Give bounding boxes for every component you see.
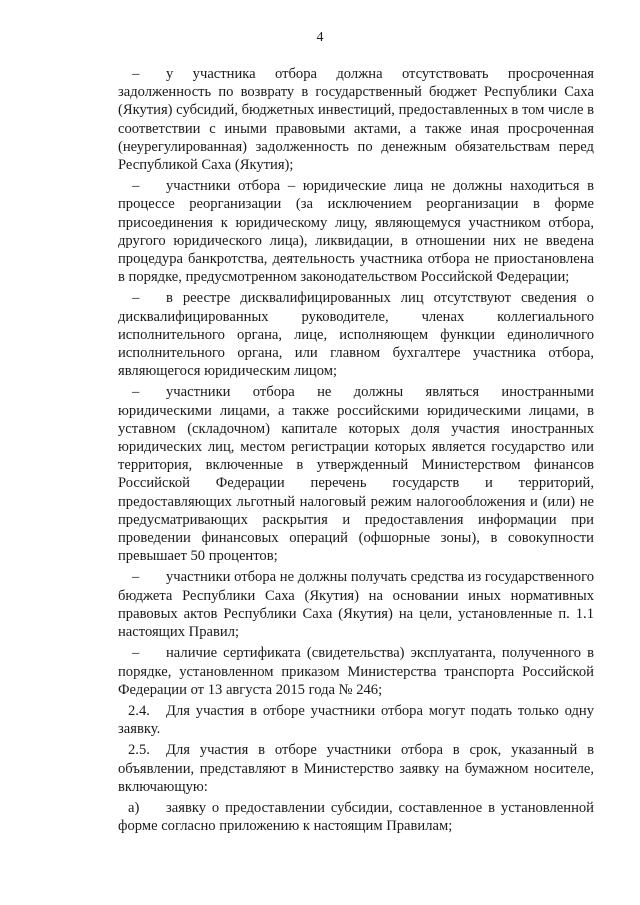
- paragraph-text: у участника отбора должна отсутствовать просроченная задолженность по возврату в государственный бюджет Республики Саха (Якутия) субсидий, бюджетных инвестиций, предоставленных в том числе в соответствии с иными правовыми актами, а также иная просроченная (неурегулированная) задолженность по денежным обязательствам перед Республикой Саха (Якутия);: [118, 66, 594, 174]
- paragraph-text: заявку о предоставлении субсидии, составленное в установленной форме согласно приложению к настоящим Правилам;: [118, 799, 594, 835]
- paragraph-bullet-1: [118, 65, 594, 174]
- paragraph-text: Для участия в отборе участники отбора могут подать только одну заявку.: [118, 702, 594, 738]
- paragraph-bullet-5: [118, 568, 594, 641]
- paragraph-text: наличие сертификата (свидетельства) эксплуатанта, полученного в порядке, установленном приказом Министерства транспорта Российской Федерации от 13 августа 2015 года № 246;: [118, 645, 594, 698]
- page-number: 4: [316, 30, 324, 45]
- bullet-marker: –: [132, 384, 140, 401]
- list-letter: а): [128, 799, 140, 816]
- section-number: 2.4.: [128, 702, 150, 719]
- section-number: 2.5.: [128, 742, 150, 759]
- paragraph-text: участники отбора – юридические лица не должны находиться в процессе реорганизации (за исключением реорганизации в форме присоединения к юридическому лицу, являющемуся участником отбора, другого юридического лица), ликвидации, в отношении них не введена процедура банкротства, деятельность участника отбора не приостановлена в порядке, предусмотренном законодательством Российской Федерации;: [118, 178, 594, 286]
- paragraph-bullet-6: [118, 644, 594, 699]
- paragraph-2-5: [118, 741, 594, 796]
- document-body: [118, 65, 594, 838]
- paragraph-bullet-2: [118, 177, 594, 286]
- paragraph-bullet-3: [118, 289, 594, 380]
- bullet-marker: –: [132, 290, 140, 307]
- paragraph-text: участники отбора не должны являться иностранными юридическими лицами, а также российскими юридическими лицами, в уставном (складочном) капитале которых доля участия иностранных юридических лиц, местом регистрации которых является государство или территория, включенные в утвержденный Министерством финансов Российской Федерации перечень государств и территорий, предоставляющих льготный налоговый режим налогообложения и (или) не предусматривающих раскрытия и предоставления информации при проведении финансовых операций (офшорные зоны), в совокупности превышает 50 процентов;: [118, 384, 594, 565]
- bullet-marker: –: [132, 66, 140, 82]
- bullet-marker: –: [132, 178, 140, 195]
- paragraph-text: Для участия в отборе участники отбора в срок, указанный в объявлении, представляют в Министерство заявку на бумажном носителе, включающую:: [118, 742, 594, 795]
- bullet-marker: –: [132, 645, 140, 662]
- paragraph-bullet-4: [118, 383, 594, 565]
- bullet-marker: –: [132, 569, 140, 586]
- paragraph-text: в реестре дисквалифицированных лиц отсутствуют сведения о дисквалифицированных руководителе, членах коллегиального исполнительного органа, лице, исполняющем функции единоличного исполнительного органа, или главном бухгалтере участника отбора, являющегося юридическим лицом;: [118, 290, 594, 380]
- paragraph-a: [118, 799, 594, 835]
- paragraph-2-4: [118, 702, 594, 738]
- paragraph-text: участники отбора не должны получать средства из государственного бюджета Республики Саха (Якутия) на основании иных нормативных правовых актов Республики Саха (Якутия) на цели, установленные п. 1.1 настоящих Правил;: [118, 569, 594, 641]
